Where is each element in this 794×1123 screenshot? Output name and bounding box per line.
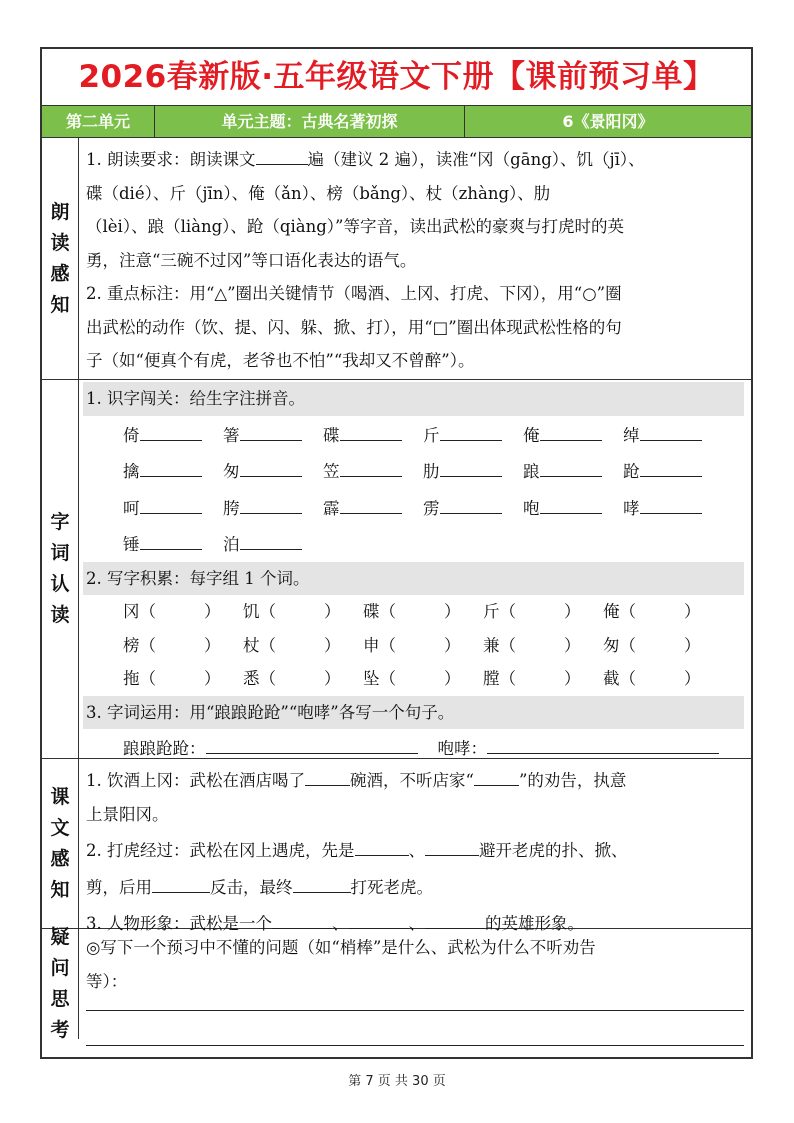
reading-line: （lèi）、踉（liàng）、跄（qiàng）”等字音，读出武松的豪爽与打虎时的英 — [86, 217, 624, 236]
pinyin-blank[interactable] — [440, 416, 502, 441]
blank[interactable] — [256, 140, 308, 165]
pinyin-blank[interactable] — [540, 489, 602, 514]
blank[interactable] — [293, 868, 351, 893]
pinyin-blank[interactable] — [140, 416, 202, 441]
word-item: 拖（ ） — [123, 669, 221, 688]
blank[interactable] — [425, 831, 479, 856]
word-item: 膛（ ） — [483, 669, 581, 688]
unit-label: 第二单元 — [42, 106, 155, 137]
sentence-blank-1[interactable] — [206, 729, 418, 754]
pinyin-item: 雳 — [423, 489, 523, 526]
word-item: 截（ ） — [603, 669, 701, 688]
pinyin-blank[interactable] — [440, 489, 502, 514]
pinyin-item: 泊 — [223, 525, 323, 562]
pinyin-blank[interactable] — [440, 452, 502, 477]
worksheet — [40, 47, 753, 1059]
reading-line: 2. 重点标注：用“△”圈出关键情节（喝酒、上冈、打虎、下冈），用“○”圈 — [86, 284, 622, 303]
word-item: 俺（ ） — [603, 602, 701, 621]
pinyin-blank[interactable] — [340, 452, 402, 477]
reading-line: 碟（dié）、斤（jīn）、俺（ǎn）、榜（bǎng）、杖（zhàng）、肋 — [86, 183, 551, 203]
pinyin-item: 倚 — [123, 416, 223, 453]
reading-line: 子（如“便真个有虎，老爷也不怕”“我却又不曾醉”）。 — [86, 351, 475, 370]
pinyin-blank[interactable] — [340, 416, 402, 441]
pinyin-item: 碟 — [323, 416, 423, 453]
pinyin-blank[interactable] — [640, 416, 702, 441]
blank[interactable] — [474, 761, 519, 786]
section-text — [42, 759, 751, 933]
pinyin-item: 箸 — [223, 416, 323, 453]
pinyin-blank[interactable] — [540, 416, 602, 441]
pinyin-item: 霹 — [323, 489, 423, 526]
task-heading: 1. 识字闯关：给生字注拼音。 — [83, 382, 744, 416]
blank[interactable] — [425, 904, 485, 929]
word-item: 榜（ ） — [123, 635, 221, 655]
word-item: 悉（ ） — [243, 669, 341, 688]
word-item: 坠（ ） — [363, 669, 461, 688]
sentence-line: 踉踉跄跄： 咆哮： — [86, 729, 747, 766]
pinyin-item: 锤 — [123, 525, 223, 562]
section-label-vocabulary: 字 词 认 读 — [42, 380, 79, 758]
pinyin-blank[interactable] — [240, 489, 302, 514]
pinyin-item: 笠 — [323, 452, 423, 489]
reading-line: 勇，注意“三碗不过冈”等口语化表达的语气。 — [86, 250, 417, 270]
task-heading: 3. 字词运用：用“踉踉跄跄”“咆哮”各写一个句子。 — [83, 696, 744, 730]
reading-line: 1. 朗读要求：朗读课文 遍（建议 2 遍），读准“冈（gāng）、饥（jī）、 — [86, 140, 747, 177]
unit-theme: 单元主题：古典名著初探 — [155, 106, 465, 137]
page-number: 第 7 页 共 30 页 — [348, 1074, 446, 1089]
pinyin-item: 呵 — [123, 489, 223, 526]
sentence-blank-2[interactable] — [487, 729, 719, 754]
blank[interactable] — [272, 904, 332, 929]
pinyin-blank[interactable] — [140, 452, 202, 477]
pinyin-blank[interactable] — [140, 525, 202, 550]
pinyin-blank[interactable] — [640, 452, 702, 477]
section-label-reading: 朗 读 感 知 — [42, 138, 79, 379]
pinyin-item: 咆 — [523, 489, 623, 526]
pinyin-item: 匆 — [223, 452, 323, 489]
pinyin-blank[interactable] — [240, 416, 302, 441]
answer-line-1[interactable] — [86, 998, 744, 1011]
pinyin-item: 胯 — [223, 489, 323, 526]
pinyin-blank[interactable] — [140, 489, 202, 514]
page-title: 2026春新版·五年级语文下册【课前预习单】 — [42, 49, 751, 106]
blank[interactable] — [355, 831, 409, 856]
lesson-title: 6《景阳冈》 — [562, 112, 654, 131]
pinyin-item: 肋 — [423, 452, 523, 489]
pinyin-item: 绰 — [623, 416, 723, 453]
pinyin-item: 哮 — [623, 489, 723, 526]
blank[interactable] — [349, 904, 409, 929]
section-questions — [42, 926, 751, 1041]
pinyin-blank[interactable] — [240, 452, 302, 477]
pinyin-blank[interactable] — [240, 525, 302, 550]
word-item: 饥（ ） — [243, 602, 341, 621]
text-content: 1. 饮酒上冈：武松在酒店喝了 碗酒，不听店家“ ”的劝告，执意 上景阳冈。 2. 打虎经过：武松在冈上遇虎，先是 、 避开老虎的扑、掀、 剪，后用 反击，最终 打死老虎。 3. 人物形象：武松是一个 、 、 的英雄形象。 — [79, 759, 751, 928]
questions-content: ◎写下一个预习中不懂的问题（如“梢棒”是什么、武松为什么不听劝告 等）： — [79, 929, 751, 1039]
pinyin-blank[interactable] — [340, 489, 402, 514]
word-item: 碟（ ） — [363, 602, 461, 621]
section-vocabulary — [42, 380, 751, 759]
word-item: 兼（ ） — [483, 635, 581, 655]
task-heading: 2. 写字积累：每字组 1 个词。 — [83, 562, 744, 596]
section-reading — [42, 138, 751, 380]
pinyin-blank[interactable] — [640, 489, 702, 514]
word-item: 匆（ ） — [603, 635, 701, 655]
word-grid — [86, 595, 747, 696]
answer-line-2[interactable] — [86, 1011, 744, 1046]
section-label-questions: 疑 问 思 考 — [42, 929, 79, 1039]
word-item: 冈（ ） — [123, 602, 221, 621]
blank[interactable] — [305, 761, 350, 786]
reading-line: 出武松的动作（饮、提、闪、躲、掀、打），用“□”圈出体现武松性格的句 — [86, 317, 622, 337]
pinyin-item: 踉 — [523, 452, 623, 489]
reading-content — [79, 138, 751, 379]
word-item: 申（ ） — [363, 635, 461, 655]
section-label-text: 课 文 感 知 — [42, 759, 79, 928]
pinyin-item: 俺 — [523, 416, 623, 453]
word-item: 斤（ ） — [483, 602, 581, 621]
word-item: 杖（ ） — [243, 635, 341, 655]
pinyin-item: 跄 — [623, 452, 723, 489]
unit-banner — [42, 106, 751, 138]
pinyin-item: 斤 — [423, 416, 523, 453]
blank[interactable] — [152, 868, 210, 893]
vocabulary-content — [79, 380, 751, 758]
pinyin-grid — [86, 416, 747, 562]
pinyin-blank[interactable] — [540, 452, 602, 477]
pinyin-item: 擒 — [123, 452, 223, 489]
